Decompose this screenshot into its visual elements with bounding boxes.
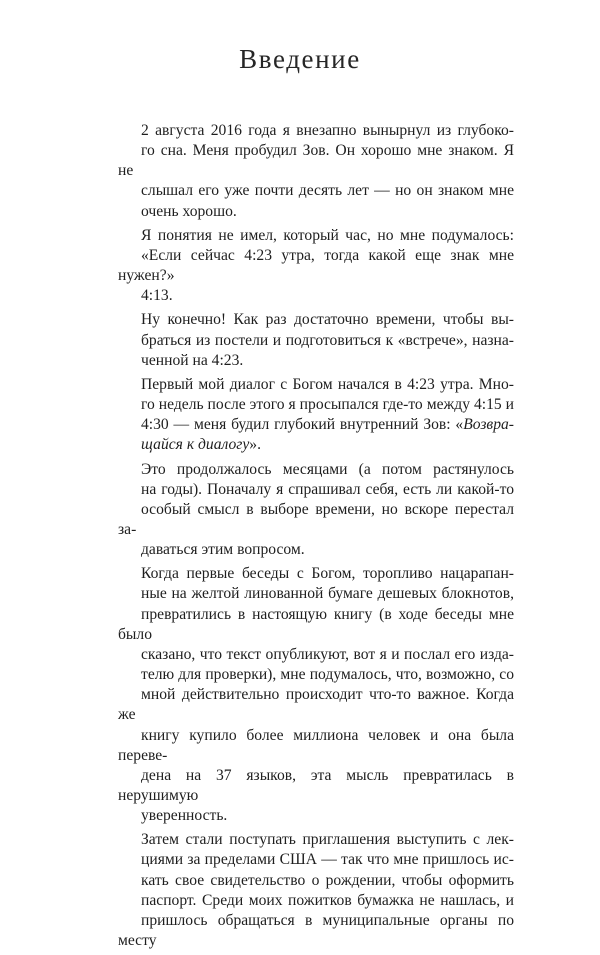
paragraph-2 <box>118 226 514 307</box>
text-segment: 4:30 — меня будил глубокий внутренний Зов: « <box>141 416 464 434</box>
text-line: книгу купило более миллиона человек и она была переве- <box>118 726 514 764</box>
italic-segment: Возвра- <box>463 416 514 434</box>
text-line: телю для проверки), мне подумалось, что, возможно, со <box>141 666 514 684</box>
text-line: превратились в настоящую книгу (в ходе беседы мне было <box>118 605 514 643</box>
text-line: го недель после этого я просыпался где-то между 4:15 и <box>141 396 514 414</box>
text-line: слышал его уже почти десять лет — но он знаком мне <box>141 182 514 200</box>
text-line: Ну конечно! Как раз достаточно времени, чтобы вы- <box>141 311 514 329</box>
text-line: кать свое свидетельство о рождении, чтобы оформить <box>141 871 514 889</box>
text-line: пришлось обращаться в муниципальные органы по месту <box>118 911 514 950</box>
text-line: браться из постели и подготовиться к «встрече», назна- <box>141 331 514 349</box>
text-line: уверенность. <box>141 807 228 825</box>
text-line: даваться этим вопросом. <box>141 541 305 559</box>
paragraph-7 <box>118 830 514 951</box>
body-text <box>118 121 514 955</box>
text-line: на годы). Поначалу я спрашивал себя, есть ли какой-то <box>141 480 514 498</box>
text-line: Затем стали поступать приглашения выступить с лек- <box>141 831 514 849</box>
paragraph-5 <box>118 460 514 561</box>
text-line <box>118 415 514 435</box>
paragraph-4 <box>118 375 514 456</box>
text-line: Когда первые беседы с Богом, торопливо нацарапан- <box>141 565 514 583</box>
text-line: Я понятия не имел, который час, но мне подумалось: <box>141 226 514 244</box>
paragraph-3 <box>118 310 514 370</box>
text-line: мной действительно происходит что-то важное. Когда же <box>118 686 514 724</box>
text-line: особый смысл в выборе времени, но вскоре перестал за- <box>118 500 514 538</box>
text-line: дена на 37 языков, эта мысль превратилась в нерушимую <box>118 766 514 804</box>
chapter-title: Введение <box>239 44 361 74</box>
text-line: 4:13. <box>141 287 173 305</box>
italic-segment: щайся к диалогу <box>141 436 250 454</box>
text-line: Это продолжалось месяцами (а потом растянулось <box>141 460 514 478</box>
text-line: паспорт. Среди моих пожитков бумажка не нашлась, и <box>141 891 514 909</box>
text-line <box>118 435 514 455</box>
text-line: го сна. Меня пробудил Зов. Он хорошо мне знаком. Я не <box>118 142 514 180</box>
text-line: ные на желтой линованной бумаге дешевых блокнотов, <box>141 585 514 603</box>
text-line: «Если сейчас 4:23 утра, тогда какой еще знак мне нужен?» <box>118 246 514 285</box>
text-segment: ». <box>249 436 261 454</box>
text-line: сказано, что текст опубликуют, вот я и послал его изда- <box>141 645 514 663</box>
text-line: ченной на 4:23. <box>141 351 244 369</box>
text-line: очень хорошо. <box>141 202 237 220</box>
paragraph-6 <box>118 564 514 826</box>
text-line: Первый мой диалог с Богом начался в 4:23 утра. Мно- <box>141 375 514 393</box>
paragraph-1 <box>118 121 514 222</box>
text-line: циями за пределами США — так что мне пришлось ис- <box>141 851 514 869</box>
text-line: 2 августа 2016 года я внезапно вынырнул из глубоко- <box>141 122 514 139</box>
